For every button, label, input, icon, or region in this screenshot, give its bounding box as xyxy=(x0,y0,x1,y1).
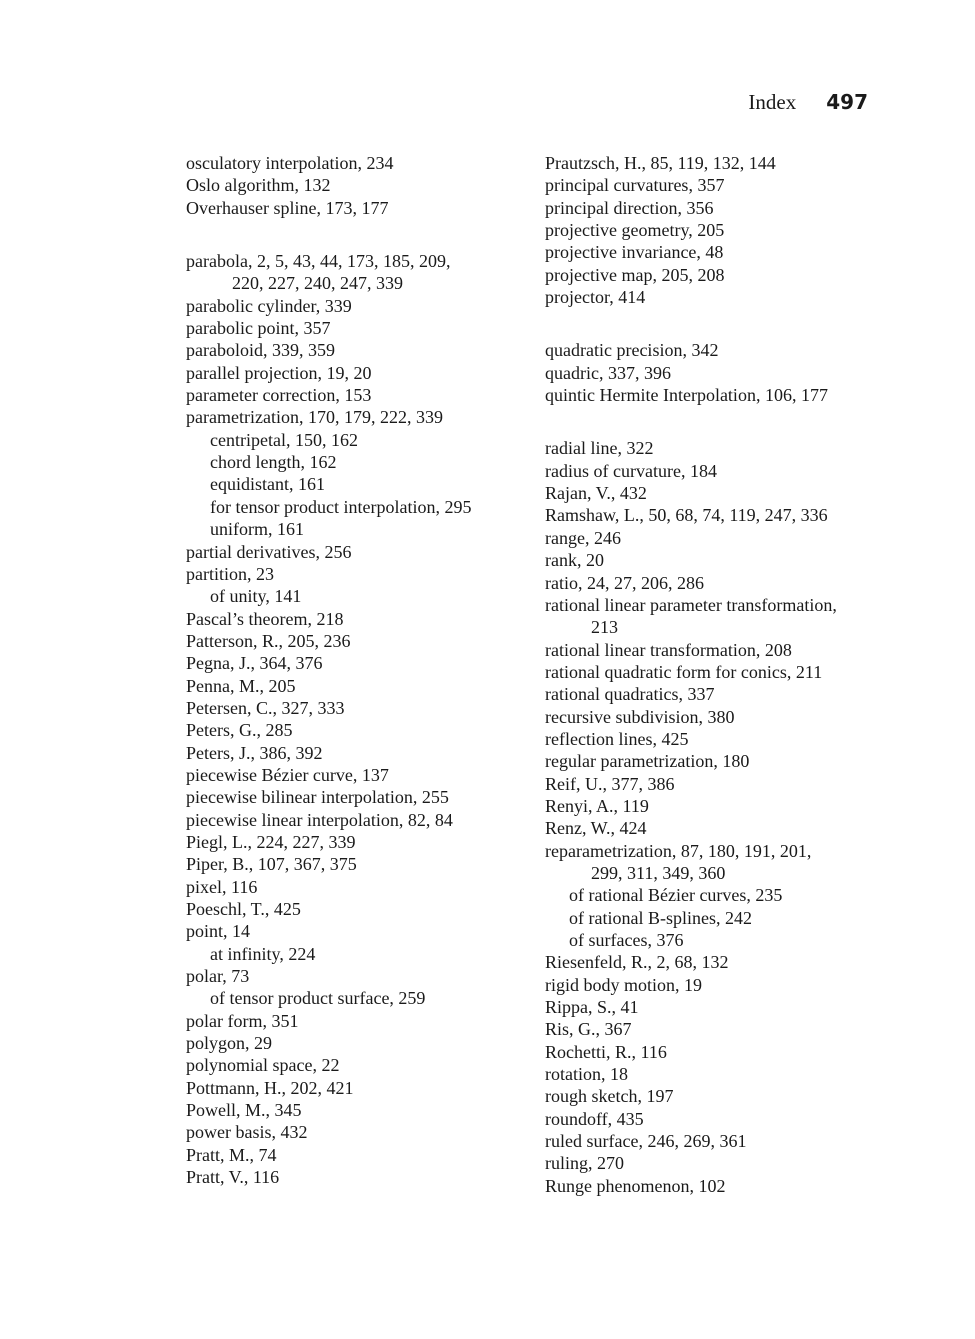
index-entry: reflection lines, 425 xyxy=(545,728,689,749)
index-entry: Prautzsch, H., 85, 119, 132, 144 xyxy=(545,153,776,173)
index-entry: Peters, G., 285 xyxy=(186,720,293,741)
index-entry: osculatory interpolation, 234 xyxy=(186,153,394,173)
index-subentry: of rational Bézier curves, 235 xyxy=(569,885,783,906)
section-gap xyxy=(545,406,875,437)
index-entry: range, 246 xyxy=(545,527,621,548)
index-entry: Powell, M., 345 xyxy=(186,1100,302,1121)
index-entry: radial line, 322 xyxy=(545,438,654,459)
index-subentry: of surfaces, 376 xyxy=(569,930,684,950)
index-entry: radius of curvature, 184 xyxy=(545,460,717,481)
index-entry: rational linear transformation, 208 xyxy=(545,639,792,660)
index-entry: rational linear parameter transformation, xyxy=(545,594,837,615)
index-entry: parametrization, 170, 179, 222, 339 xyxy=(186,407,443,428)
index-entry: recursive subdivision, 380 xyxy=(545,706,735,727)
index-entry: parameter correction, 153 xyxy=(186,385,372,406)
index-entry: Petersen, C., 327, 333 xyxy=(186,697,345,718)
section-gap xyxy=(186,219,516,250)
index-entry: rank, 20 xyxy=(545,550,604,571)
index-entry: ratio, 24, 27, 206, 286 xyxy=(545,572,704,593)
index-entry-continuation: 299, 311, 349, 360 xyxy=(591,862,726,883)
index-entry: reparametrization, 87, 180, 191, 201, xyxy=(545,840,812,861)
index-entry: Peters, J., 386, 392 xyxy=(186,742,323,763)
index-entry: Riesenfeld, R., 2, 68, 132 xyxy=(545,952,729,973)
index-entry: ruled surface, 246, 269, 361 xyxy=(545,1131,747,1152)
index-entry: rational quadratic form for conics, 211 xyxy=(545,661,823,682)
index-subentry: of unity, 141 xyxy=(210,586,302,607)
index-entry: polar, 73 xyxy=(186,966,250,987)
index-entry: projector, 414 xyxy=(545,287,646,308)
index-subentry: equidistant, 161 xyxy=(210,474,325,495)
page-header xyxy=(748,90,868,115)
index-entry: Rochetti, R., 116 xyxy=(545,1041,667,1062)
section-gap xyxy=(545,308,875,339)
index-entry: piecewise bilinear interpolation, 255 xyxy=(186,787,449,808)
index-entry: Poeschl, T., 425 xyxy=(186,899,301,919)
index-entry: Oslo algorithm, 132 xyxy=(186,175,331,196)
index-entry: projective map, 205, 208 xyxy=(545,264,725,285)
index-entry: Overhauser spline, 173, 177 xyxy=(186,197,389,218)
page-number: 497 xyxy=(826,90,868,114)
index-entry: Renyi, A., 119 xyxy=(545,795,649,816)
index-entry: power basis, 432 xyxy=(186,1122,308,1143)
index-entry: projective geometry, 205 xyxy=(545,220,725,241)
index-subentry: chord length, 162 xyxy=(210,452,337,473)
index-entry: projective invariance, 48 xyxy=(545,242,724,263)
index-subentry: uniform, 161 xyxy=(210,519,304,540)
index-entry: regular parametrization, 180 xyxy=(545,751,750,772)
index-column-right xyxy=(545,152,875,1197)
index-subentry: of tensor product surface, 259 xyxy=(210,988,426,1009)
index-entry: rational quadratics, 337 xyxy=(545,684,715,705)
index-subentry: at infinity, 224 xyxy=(210,943,316,964)
index-entry: Penna, M., 205 xyxy=(186,675,296,696)
index-entry: Piegl, L., 224, 227, 339 xyxy=(186,831,356,852)
index-entry: polynomial space, 22 xyxy=(186,1055,340,1076)
index-entry: parabola, 2, 5, 43, 44, 173, 185, 209, xyxy=(186,251,451,272)
index-subentry: for tensor product interpolation, 295 xyxy=(210,496,472,517)
index-entry: Rippa, S., 41 xyxy=(545,997,639,1018)
index-entry: principal direction, 356 xyxy=(545,197,714,218)
index-column-left xyxy=(186,152,516,1188)
index-entry: parabolic cylinder, 339 xyxy=(186,295,352,316)
index-entry: Runge phenomenon, 102 xyxy=(545,1175,726,1196)
index-entry-continuation: 220, 227, 240, 247, 339 xyxy=(232,273,403,294)
index-entry: Ramshaw, L., 50, 68, 74, 119, 247, 336 xyxy=(545,505,828,526)
index-entry: partial derivatives, 256 xyxy=(186,541,352,562)
index-entry: Piper, B., 107, 367, 375 xyxy=(186,854,357,875)
index-entry: quintic Hermite Interpolation, 106, 177 xyxy=(545,385,828,406)
index-entry: piecewise Bézier curve, 137 xyxy=(186,764,389,785)
index-entry: Pegna, J., 364, 376 xyxy=(186,653,323,674)
index-entry: partition, 23 xyxy=(186,563,274,584)
index-entry: Renz, W., 424 xyxy=(545,818,647,839)
index-entry: quadric, 337, 396 xyxy=(545,362,671,383)
index-entry: Ris, G., 367 xyxy=(545,1019,632,1040)
index-entry: point, 14 xyxy=(186,921,251,942)
index-entry: Reif, U., 377, 386 xyxy=(545,773,675,794)
index-entry: parallel projection, 19, 20 xyxy=(186,362,372,383)
index-subentry: of rational B-splines, 242 xyxy=(569,907,752,928)
index-entry: rough sketch, 197 xyxy=(545,1086,674,1107)
index-entry: Pottmann, H., 202, 421 xyxy=(186,1077,354,1098)
index-entry: piecewise linear interpolation, 82, 84 xyxy=(186,809,453,830)
index-entry: roundoff, 435 xyxy=(545,1108,644,1129)
index-entry: Pratt, V., 116 xyxy=(186,1167,280,1188)
index-entry: Rajan, V., 432 xyxy=(545,483,647,504)
index-entry: polygon, 29 xyxy=(186,1033,273,1054)
index-entry: rotation, 18 xyxy=(545,1064,628,1085)
index-entry: Pratt, M., 74 xyxy=(186,1144,277,1165)
index-entry: paraboloid, 339, 359 xyxy=(186,340,335,361)
index-entry: ruling, 270 xyxy=(545,1153,624,1174)
index-entry: quadratic precision, 342 xyxy=(545,340,719,361)
index-entry: Pascal’s theorem, 218 xyxy=(186,608,344,629)
index-entry: principal curvatures, 357 xyxy=(545,175,725,196)
index-entry: Patterson, R., 205, 236 xyxy=(186,630,351,651)
index-entry-continuation: 213 xyxy=(591,617,618,638)
index-entry: pixel, 116 xyxy=(186,876,258,897)
index-entry: parabolic point, 357 xyxy=(186,318,331,339)
index-subentry: centripetal, 150, 162 xyxy=(210,429,358,450)
index-entry: polar form, 351 xyxy=(186,1010,299,1031)
index-entry: rigid body motion, 19 xyxy=(545,974,702,995)
running-head: Index xyxy=(748,90,797,114)
